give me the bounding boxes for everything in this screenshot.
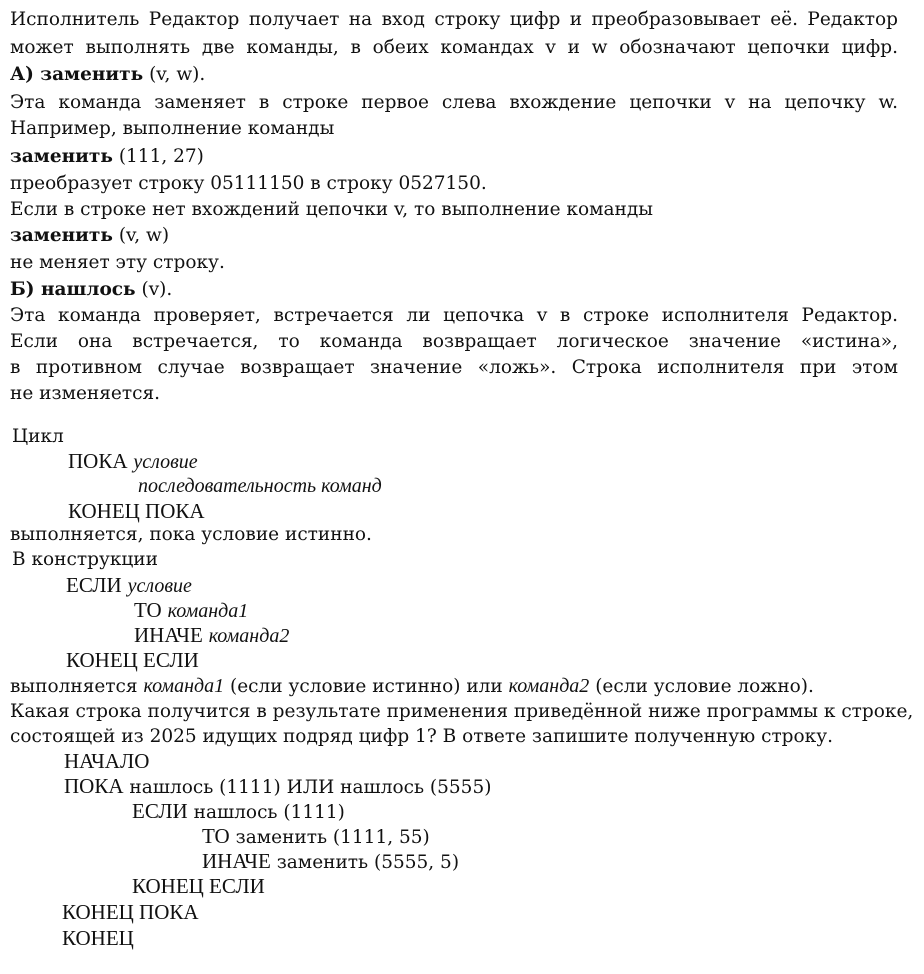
example-command (10, 224, 169, 248)
question-line: Какая строка получится в результате применения приведённой ниже программы к строке, (10, 701, 914, 722)
if-header (66, 573, 192, 599)
then-keyword: ТО (134, 598, 162, 622)
program-else (202, 849, 459, 875)
loop-body: последовательность команд (138, 475, 382, 497)
then-command: команда1 (167, 600, 249, 622)
program-then-command: заменить (1111, 55) (235, 827, 430, 848)
loop-condition: условие (133, 451, 198, 473)
command-b-name: Б) нашлось (10, 279, 136, 300)
question-line: состоящей из 2025 идущих подряд цифр 1? В ответе запишите полученную строку. (10, 726, 833, 747)
program-then-keyword: ТО (202, 824, 230, 848)
program-while-keyword: ПОКА (64, 774, 124, 798)
loop-end: КОНЕЦ ПОКА (68, 499, 205, 523)
paragraph-line: не меняет эту строку. (10, 252, 225, 273)
program-endif: КОНЕЦ ЕСЛИ (132, 874, 265, 898)
loop-header (68, 449, 198, 475)
program-else-command: заменить (5555, 5) (276, 852, 460, 873)
program-if (132, 799, 345, 825)
execution-text: (если условие истинно) или (230, 676, 503, 697)
program-else-keyword: ИНАЧЕ (202, 849, 271, 873)
program-while (64, 774, 491, 800)
paragraph-line: не изменяется. (10, 383, 161, 404)
paragraph-line: Исполнитель Редактор получает на вход строку цифр и преобразовывает её. Редактор (10, 9, 898, 30)
paragraph-line: Если она встречается, то команда возвращает логическое значение «истина», (10, 331, 898, 352)
program-while-condition: нашлось (1111) ИЛИ нашлось (5555) (129, 777, 492, 798)
if-keyword: ЕСЛИ (66, 573, 122, 597)
execution-description (10, 674, 814, 699)
paragraph-line: может выполнять две команды, в обеих командах v и w обозначают цепочки цифр. (10, 37, 898, 58)
example-command (10, 145, 204, 169)
program-if-keyword: ЕСЛИ (132, 799, 188, 823)
program-then (202, 824, 430, 850)
program-endwhile: КОНЕЦ ПОКА (62, 900, 199, 924)
execution-text: (если условие ложно). (595, 676, 814, 697)
example-command-args: (v, w) (118, 225, 170, 246)
command-a-args: (v, w). (149, 64, 206, 85)
paragraph-line: преобразует строку 05111150 в строку 0527150. (10, 173, 487, 194)
execution-command2: команда2 (508, 675, 590, 697)
command-a-name: А) заменить (10, 64, 144, 85)
else-keyword: ИНАЧЕ (134, 623, 203, 647)
paragraph-line: Если в строке нет вхождений цепочки v, то выполнение команды (10, 199, 653, 220)
paragraph-line: Например, выполнение команды (10, 118, 335, 139)
paragraph-line: Эта команда заменяет в строке первое слева вхождение цепочки v на цепочку w. (10, 92, 898, 113)
execution-command1: команда1 (143, 675, 225, 697)
paragraph-line: в противном случае возвращает значение «ложь». Строка исполнителя при этом (10, 357, 898, 378)
loop-description: выполняется, пока условие истинно. (10, 524, 372, 545)
example-command-name: заменить (10, 225, 113, 246)
command-a-heading (10, 63, 205, 87)
loop-keyword: ПОКА (68, 449, 128, 473)
program-start: НАЧАЛО (64, 749, 150, 773)
else-line (134, 623, 289, 649)
command-b-args: (v). (141, 279, 173, 300)
loop-title: Цикл (12, 426, 64, 447)
then-line (134, 598, 248, 624)
example-command-name: заменить (10, 146, 113, 167)
else-command: команда2 (208, 625, 290, 647)
if-title: В конструкции (12, 549, 158, 570)
program-if-condition: нашлось (1111) (193, 802, 345, 823)
if-condition: условие (127, 575, 192, 597)
execution-text: выполняется (10, 676, 138, 697)
if-end: КОНЕЦ ЕСЛИ (66, 648, 199, 672)
example-command-args: (111, 27) (118, 146, 204, 167)
paragraph-line: Эта команда проверяет, встречается ли цепочка v в строке исполнителя Редактор. (10, 305, 898, 326)
program-end: КОНЕЦ (62, 926, 134, 950)
command-b-heading (10, 278, 172, 302)
